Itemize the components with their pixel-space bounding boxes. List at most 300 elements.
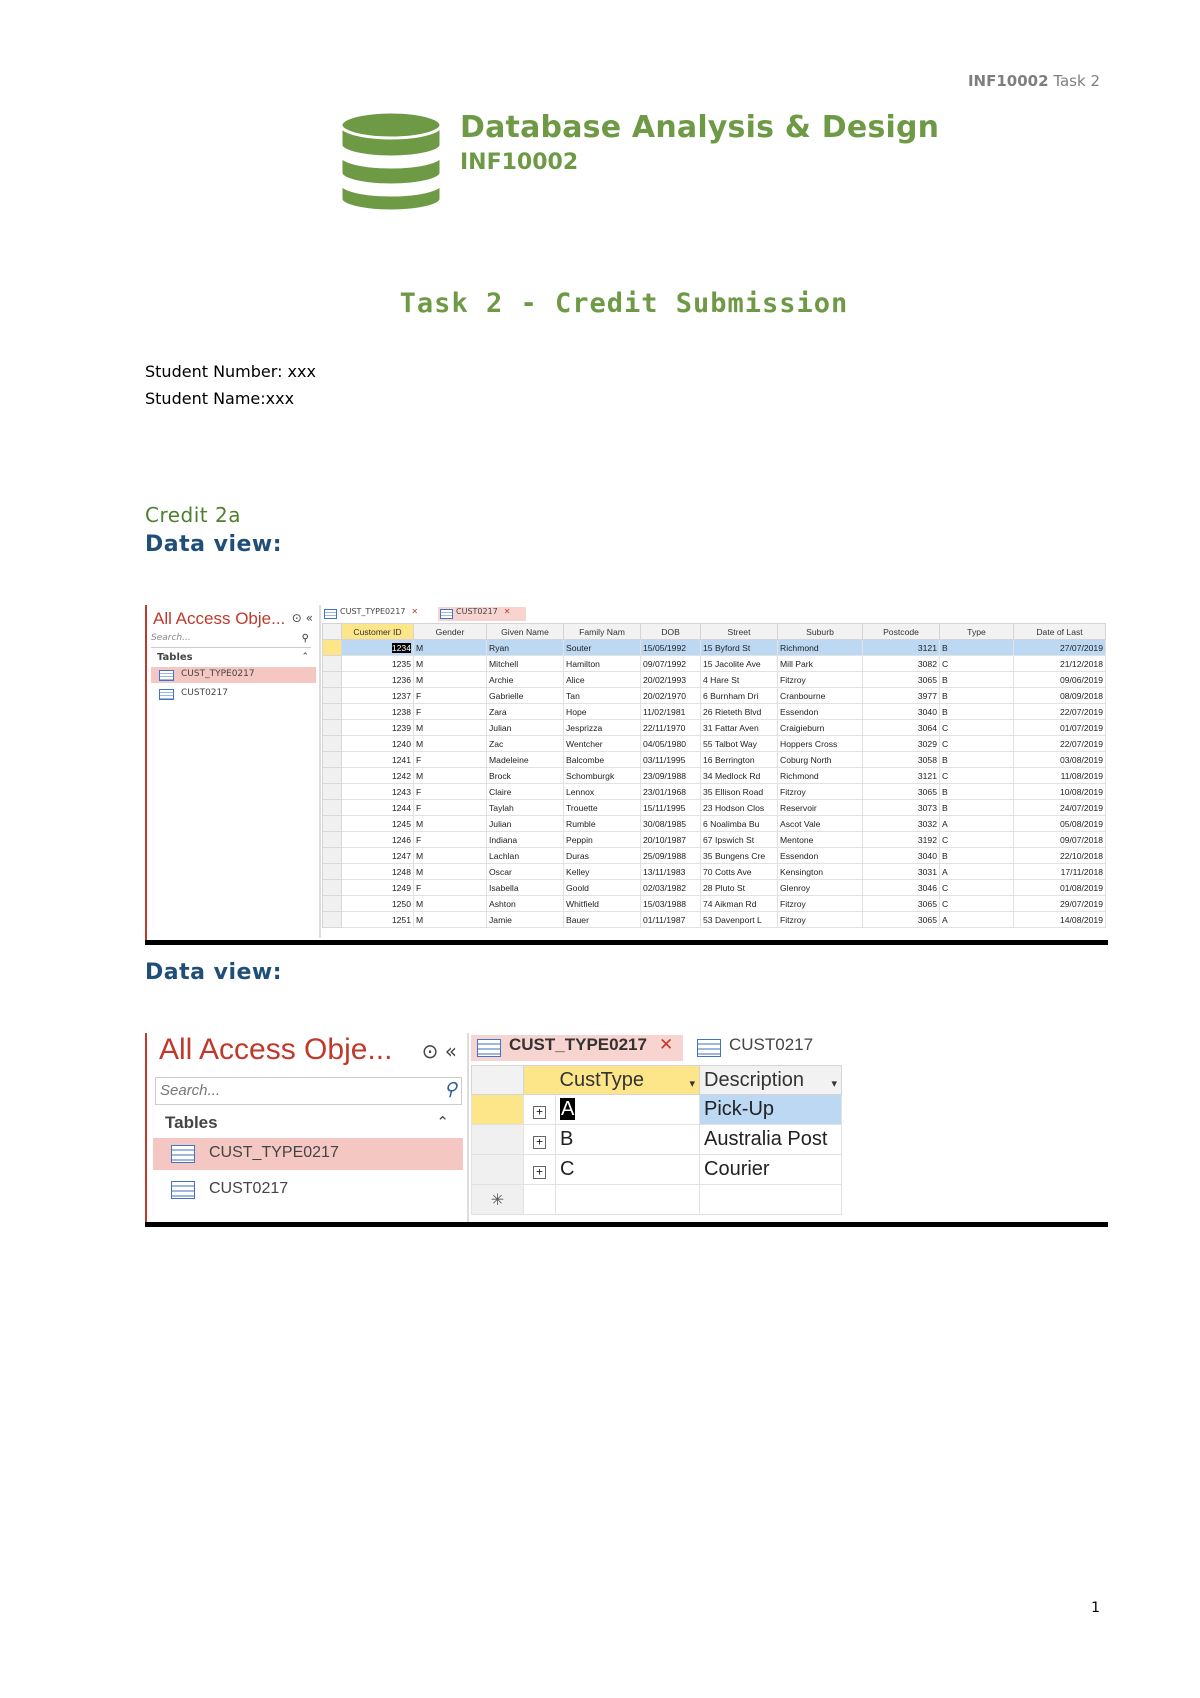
tab-cust0217[interactable] xyxy=(438,607,526,621)
table-cell[interactable]: 05/08/2019 xyxy=(1014,816,1106,832)
database-logo-icon xyxy=(335,105,447,213)
table-cell[interactable]: 3065 xyxy=(863,672,940,688)
row-selector[interactable] xyxy=(323,832,342,848)
table-cell[interactable]: 22/10/2018 xyxy=(1014,848,1106,864)
table-cell[interactable]: 01/08/2019 xyxy=(1014,880,1106,896)
table-row[interactable] xyxy=(323,800,1106,816)
table-cell[interactable]: Coburg North xyxy=(778,752,863,768)
table-cell[interactable]: Isabella xyxy=(487,880,564,896)
table-cell[interactable]: B xyxy=(556,1125,700,1155)
table-cell[interactable]: Rumble xyxy=(564,816,641,832)
table-cell[interactable]: Australia Post xyxy=(700,1125,842,1155)
collapse-icon[interactable]: ⌃ xyxy=(301,652,309,662)
table-cell[interactable]: 53 Davenport L xyxy=(701,912,778,928)
table-row[interactable] xyxy=(323,768,1106,784)
table-cell[interactable]: Claire xyxy=(487,784,564,800)
nav-pane-menu-icon[interactable]: ⊙ « xyxy=(291,611,313,625)
table-cell[interactable]: 3046 xyxy=(863,880,940,896)
row-selector[interactable] xyxy=(323,848,342,864)
table-cell[interactable]: 1236 xyxy=(342,672,414,688)
table-cell[interactable]: Balcombe xyxy=(564,752,641,768)
table-row[interactable] xyxy=(323,896,1106,912)
table-cell[interactable]: 1244 xyxy=(342,800,414,816)
table-cell[interactable]: 3040 xyxy=(863,704,940,720)
table-cell[interactable]: Fitzroy xyxy=(778,784,863,800)
table-cell[interactable]: 3065 xyxy=(863,912,940,928)
table-cell[interactable] xyxy=(556,1185,700,1215)
row-selector[interactable] xyxy=(323,896,342,912)
tables-group-label: Tables xyxy=(165,1113,218,1132)
table-cell[interactable]: 25/09/1988 xyxy=(641,848,701,864)
table-cell[interactable]: Brock xyxy=(487,768,564,784)
table-cell[interactable]: 11/02/1981 xyxy=(641,704,701,720)
table-cell[interactable]: B xyxy=(940,640,1014,656)
table-cell[interactable]: 3082 xyxy=(863,656,940,672)
row-selector-header[interactable] xyxy=(472,1066,524,1095)
column-header[interactable]: Street xyxy=(701,624,778,640)
close-icon[interactable]: ✕ xyxy=(411,607,419,616)
table-cell[interactable]: M xyxy=(414,672,487,688)
table-cell[interactable]: 3032 xyxy=(863,816,940,832)
student-name: Student Name:xxx xyxy=(145,389,295,408)
table-cell[interactable]: Reservoir xyxy=(778,800,863,816)
tab-cust-type0217[interactable] xyxy=(322,607,442,621)
row-selector[interactable] xyxy=(472,1095,524,1125)
table-cell[interactable]: 35 Bungens Cre xyxy=(701,848,778,864)
search-input[interactable] xyxy=(151,633,311,648)
table-cell[interactable]: 3031 xyxy=(863,864,940,880)
table-cell[interactable] xyxy=(700,1185,842,1215)
table-icon xyxy=(171,1181,195,1199)
table-row[interactable] xyxy=(323,864,1106,880)
table-cell[interactable]: 35 Ellison Road xyxy=(701,784,778,800)
table-cell[interactable]: Cranbourne xyxy=(778,688,863,704)
table-cell[interactable]: Richmond xyxy=(778,768,863,784)
table-cell[interactable]: Pick-Up xyxy=(700,1095,842,1125)
table-cell[interactable]: 01/07/2019 xyxy=(1014,720,1106,736)
table-cell[interactable]: 1235 xyxy=(342,656,414,672)
table-cell[interactable]: 55 Talbot Way xyxy=(701,736,778,752)
column-header-description[interactable] xyxy=(700,1066,842,1095)
table-cell[interactable]: 09/07/2018 xyxy=(1014,832,1106,848)
table-cell[interactable]: M xyxy=(414,656,487,672)
table-cell[interactable]: M xyxy=(414,896,487,912)
table-cell[interactable]: Taylah xyxy=(487,800,564,816)
column-header[interactable]: Given Name xyxy=(487,624,564,640)
table-cell[interactable]: Indiana xyxy=(487,832,564,848)
table-cell[interactable]: C xyxy=(940,736,1014,752)
table-cell[interactable]: 3065 xyxy=(863,896,940,912)
tab-label: CUST_TYPE0217 xyxy=(340,607,406,616)
table-cell[interactable]: 14/08/2019 xyxy=(1014,912,1106,928)
table-cell[interactable]: Craigieburn xyxy=(778,720,863,736)
nav-pane-menu-icon[interactable]: ⊙ « xyxy=(421,1039,457,1063)
table-cell[interactable]: Ashton xyxy=(487,896,564,912)
row-selector[interactable] xyxy=(323,816,342,832)
search-icon[interactable]: ⚲ xyxy=(443,1079,457,1099)
row-selector[interactable] xyxy=(323,768,342,784)
table-cell[interactable]: Trouette xyxy=(564,800,641,816)
table-cell[interactable]: 15 Byford St xyxy=(701,640,778,656)
table-cell[interactable]: M xyxy=(414,768,487,784)
row-selector[interactable] xyxy=(323,736,342,752)
table-row[interactable] xyxy=(323,816,1106,832)
nav-item-label: CUST0217 xyxy=(209,1180,289,1197)
table-row[interactable] xyxy=(323,832,1106,848)
table-cell[interactable]: 1250 xyxy=(342,896,414,912)
table-cell[interactable]: A xyxy=(940,912,1014,928)
table-cell[interactable]: 3029 xyxy=(863,736,940,752)
table-cell[interactable]: Julian xyxy=(487,720,564,736)
table-cell[interactable]: F xyxy=(414,752,487,768)
row-selector[interactable] xyxy=(323,880,342,896)
student-number: Student Number: xxx xyxy=(145,362,316,381)
table-cell[interactable]: B xyxy=(940,688,1014,704)
table-cell[interactable]: F xyxy=(414,784,487,800)
table-row[interactable] xyxy=(323,784,1106,800)
table-cell[interactable]: 1248 xyxy=(342,864,414,880)
table-cell[interactable]: M xyxy=(414,816,487,832)
table-cell[interactable]: Courier xyxy=(700,1155,842,1185)
table-row[interactable] xyxy=(323,912,1106,928)
table-cell[interactable]: Hamilton xyxy=(564,656,641,672)
table-cell[interactable]: M xyxy=(414,640,487,656)
table-cell[interactable]: C xyxy=(940,832,1014,848)
tab-cust0217[interactable] xyxy=(691,1035,849,1061)
table-cell[interactable]: 15/11/1995 xyxy=(641,800,701,816)
table-cell[interactable]: B xyxy=(940,848,1014,864)
table-cell[interactable]: Kensington xyxy=(778,864,863,880)
table-cell[interactable]: 02/03/1982 xyxy=(641,880,701,896)
table-row[interactable] xyxy=(323,736,1106,752)
table-cell[interactable]: Mentone xyxy=(778,832,863,848)
table-cell[interactable]: 22/07/2019 xyxy=(1014,736,1106,752)
table-cell[interactable]: Souter xyxy=(564,640,641,656)
table-cell[interactable]: F xyxy=(414,800,487,816)
column-header-custtype[interactable] xyxy=(556,1066,700,1095)
row-selector[interactable] xyxy=(323,784,342,800)
nav-item-cust0217[interactable] xyxy=(151,686,316,702)
table-cell[interactable] xyxy=(556,1095,700,1125)
table-cell[interactable]: 1237 xyxy=(342,688,414,704)
document-tabs xyxy=(322,605,1107,623)
table-cell[interactable]: Lachlan xyxy=(487,848,564,864)
data-view-heading-2: Data view: xyxy=(145,960,283,985)
table-cell[interactable]: 3058 xyxy=(863,752,940,768)
table-icon xyxy=(171,1145,195,1163)
table-cell[interactable]: F xyxy=(414,688,487,704)
nav-item-cust-type0217[interactable] xyxy=(151,667,316,683)
table-cell[interactable]: C xyxy=(940,896,1014,912)
row-selector[interactable] xyxy=(323,752,342,768)
table-cell[interactable]: F xyxy=(414,880,487,896)
table-row[interactable] xyxy=(472,1155,842,1185)
column-label: CustType xyxy=(559,1068,644,1091)
table-cell[interactable]: 23 Hodson Clos xyxy=(701,800,778,816)
table-cell[interactable]: B xyxy=(940,752,1014,768)
table-cell[interactable]: 15/03/1988 xyxy=(641,896,701,912)
table-cell[interactable]: Hoppers Cross xyxy=(778,736,863,752)
table-row[interactable] xyxy=(323,656,1106,672)
search-placeholder: Search... xyxy=(151,633,191,643)
credit-heading: Credit 2a xyxy=(145,503,241,527)
table-cell[interactable]: Richmond xyxy=(778,640,863,656)
table-row[interactable] xyxy=(323,640,1106,656)
table-cell[interactable]: A xyxy=(940,816,1014,832)
table-cell[interactable]: 67 Ipswich St xyxy=(701,832,778,848)
column-header[interactable]: Date of Last xyxy=(1014,624,1106,640)
table-cell[interactable]: Madeleine xyxy=(487,752,564,768)
row-selector[interactable] xyxy=(323,672,342,688)
table-cell[interactable]: 26 Rieteth Blvd xyxy=(701,704,778,720)
table-cell[interactable] xyxy=(342,640,414,656)
table-cell[interactable]: Goold xyxy=(564,880,641,896)
table-cell[interactable]: 29/07/2019 xyxy=(1014,896,1106,912)
column-header[interactable]: Customer ID xyxy=(342,624,414,640)
table-cell[interactable]: 13/11/1983 xyxy=(641,864,701,880)
cell-value: 1234 xyxy=(391,642,411,653)
expand-plus-icon[interactable]: + xyxy=(533,1136,546,1149)
table-cell[interactable]: 70 Cotts Ave xyxy=(701,864,778,880)
tab-label: CUST0217 xyxy=(456,607,498,616)
expand-plus-icon[interactable]: + xyxy=(533,1166,546,1179)
table-cell[interactable]: Fitzroy xyxy=(778,912,863,928)
table-cell[interactable]: C xyxy=(556,1155,700,1185)
table-cell[interactable]: 20/10/1987 xyxy=(641,832,701,848)
table-cell[interactable]: 10/08/2019 xyxy=(1014,784,1106,800)
table-cell[interactable]: 11/08/2019 xyxy=(1014,768,1106,784)
nav-item-cust-type0217[interactable] xyxy=(153,1138,463,1170)
table-cell[interactable]: 1246 xyxy=(342,832,414,848)
tab-cust-type0217[interactable] xyxy=(471,1035,683,1061)
table-cell[interactable]: 1242 xyxy=(342,768,414,784)
column-header[interactable]: DOB xyxy=(641,624,701,640)
table-cell[interactable]: M xyxy=(414,848,487,864)
table-cell[interactable]: 22/11/1970 xyxy=(641,720,701,736)
table-cell[interactable]: 09/07/1992 xyxy=(641,656,701,672)
table-cell[interactable]: 31 Fattar Aven xyxy=(701,720,778,736)
table-cell[interactable]: 03/11/1995 xyxy=(641,752,701,768)
divider xyxy=(145,940,1108,945)
table-cell[interactable]: 20/02/1993 xyxy=(641,672,701,688)
close-icon[interactable]: ✕ xyxy=(658,1035,674,1054)
table-cell[interactable]: Essendon xyxy=(778,848,863,864)
table-cell[interactable]: Lennox xyxy=(564,784,641,800)
table-cell[interactable]: C xyxy=(940,656,1014,672)
table-cell[interactable]: 3192 xyxy=(863,832,940,848)
table-cell[interactable]: 21/12/2018 xyxy=(1014,656,1106,672)
table-cell[interactable]: Glenroy xyxy=(778,880,863,896)
table-cell[interactable]: C xyxy=(940,768,1014,784)
table-row[interactable] xyxy=(323,848,1106,864)
column-header[interactable]: Postcode xyxy=(863,624,940,640)
table-cell[interactable]: 30/08/1985 xyxy=(641,816,701,832)
table-cell[interactable]: 74 Aikman Rd xyxy=(701,896,778,912)
table-cell[interactable]: M xyxy=(414,864,487,880)
table-cell[interactable]: B xyxy=(940,672,1014,688)
table-cell[interactable]: Duras xyxy=(564,848,641,864)
table-cell[interactable]: 03/08/2019 xyxy=(1014,752,1106,768)
table-cell[interactable]: 34 Medlock Rd xyxy=(701,768,778,784)
tab-label: CUST_TYPE0217 xyxy=(509,1035,647,1054)
table-cell[interactable]: Wentcher xyxy=(564,736,641,752)
table-cell[interactable]: M xyxy=(414,912,487,928)
table-cell[interactable]: Zara xyxy=(487,704,564,720)
table-cell[interactable]: F xyxy=(414,832,487,848)
collapse-icon[interactable]: ⌃ xyxy=(436,1113,449,1131)
row-selector[interactable] xyxy=(323,864,342,880)
table-cell[interactable]: Mill Park xyxy=(778,656,863,672)
table-cell[interactable]: C xyxy=(940,880,1014,896)
row-selector[interactable] xyxy=(323,688,342,704)
new-record-row[interactable] xyxy=(472,1185,842,1215)
table-cell[interactable]: Zac xyxy=(487,736,564,752)
row-selector-header[interactable] xyxy=(323,624,342,640)
expand-plus-icon[interactable]: + xyxy=(533,1106,546,1119)
table-cell[interactable]: B xyxy=(940,784,1014,800)
table-cell[interactable]: 3121 xyxy=(863,768,940,784)
expand-cell[interactable] xyxy=(524,1095,556,1125)
table-cell[interactable]: 1243 xyxy=(342,784,414,800)
table-cell[interactable]: 1247 xyxy=(342,848,414,864)
table-cell[interactable]: Archie xyxy=(487,672,564,688)
table-cell[interactable]: 3064 xyxy=(863,720,940,736)
row-selector[interactable] xyxy=(323,704,342,720)
table-cell[interactable]: 09/06/2019 xyxy=(1014,672,1106,688)
table-cell[interactable]: Oscar xyxy=(487,864,564,880)
table-icon xyxy=(324,609,337,619)
table-cell[interactable]: 4 Hare St xyxy=(701,672,778,688)
search-icon[interactable]: ⚲ xyxy=(301,633,309,644)
table-cell[interactable]: 15/05/1992 xyxy=(641,640,701,656)
table-cell[interactable]: Julian xyxy=(487,816,564,832)
table-cell[interactable]: Schomburgk xyxy=(564,768,641,784)
table-cell[interactable]: Ryan xyxy=(487,640,564,656)
column-header[interactable]: Gender xyxy=(414,624,487,640)
table-cell[interactable]: Whitfield xyxy=(564,896,641,912)
table-cell[interactable]: 1249 xyxy=(342,880,414,896)
table-cell[interactable]: Fitzroy xyxy=(778,896,863,912)
table-cell[interactable]: 01/11/1987 xyxy=(641,912,701,928)
dropdown-arrow-icon[interactable]: ▾ xyxy=(689,1077,695,1090)
table-cell[interactable]: 16 Berrington xyxy=(701,752,778,768)
table-cell[interactable]: 1239 xyxy=(342,720,414,736)
table-row[interactable] xyxy=(323,704,1106,720)
table-cell[interactable]: Essendon xyxy=(778,704,863,720)
table-cell[interactable]: Mitchell xyxy=(487,656,564,672)
table-cell[interactable]: 3073 xyxy=(863,800,940,816)
table-cell[interactable]: Kelley xyxy=(564,864,641,880)
table-row[interactable] xyxy=(323,688,1106,704)
row-selector[interactable] xyxy=(323,656,342,672)
table-cell[interactable]: Bauer xyxy=(564,912,641,928)
table-cell[interactable]: F xyxy=(414,704,487,720)
table-cell[interactable]: M xyxy=(414,736,487,752)
table-cell[interactable]: 04/05/1980 xyxy=(641,736,701,752)
table-cell[interactable]: Jamie xyxy=(487,912,564,928)
table-cell[interactable]: 17/11/2018 xyxy=(1014,864,1106,880)
table-cell[interactable]: Tan xyxy=(564,688,641,704)
table-row[interactable] xyxy=(472,1125,842,1155)
column-header[interactable]: Type xyxy=(940,624,1014,640)
row-selector[interactable] xyxy=(323,640,342,656)
column-header[interactable]: Suburb xyxy=(778,624,863,640)
nav-item-label: CUST_TYPE0217 xyxy=(209,1144,339,1161)
datasheet-customers xyxy=(322,605,1107,938)
table-cell[interactable]: 23/01/1968 xyxy=(641,784,701,800)
table-cell[interactable]: M xyxy=(414,720,487,736)
expand-cell[interactable] xyxy=(524,1155,556,1185)
table-cell[interactable]: 1251 xyxy=(342,912,414,928)
table-row[interactable] xyxy=(323,752,1106,768)
table-cell[interactable]: 24/07/2019 xyxy=(1014,800,1106,816)
table-cell[interactable]: 28 Pluto St xyxy=(701,880,778,896)
table-cell[interactable]: Peppin xyxy=(564,832,641,848)
table-cell[interactable]: 1245 xyxy=(342,816,414,832)
dropdown-arrow-icon[interactable]: ▾ xyxy=(831,1077,837,1090)
column-header[interactable]: Family Nam xyxy=(564,624,641,640)
table-cell[interactable]: 23/09/1988 xyxy=(641,768,701,784)
table-cell[interactable]: 1241 xyxy=(342,752,414,768)
table-cell[interactable]: 22/07/2019 xyxy=(1014,704,1106,720)
table-cell[interactable]: A xyxy=(940,864,1014,880)
divider xyxy=(145,1222,1108,1227)
close-icon[interactable]: ✕ xyxy=(503,607,511,616)
nav-item-label: CUST_TYPE0217 xyxy=(181,669,255,679)
expand-cell[interactable] xyxy=(524,1125,556,1155)
table-cell[interactable]: Gabrielle xyxy=(487,688,564,704)
table-cell[interactable]: Alice xyxy=(564,672,641,688)
nav-item-cust0217[interactable] xyxy=(153,1174,463,1206)
table-cell[interactable]: C xyxy=(940,720,1014,736)
table-cell[interactable]: 6 Noalimba Bu xyxy=(701,816,778,832)
row-selector[interactable] xyxy=(323,720,342,736)
expand-cell xyxy=(524,1185,556,1215)
table-cell[interactable]: 15 Jacolite Ave xyxy=(701,656,778,672)
table-cell[interactable]: B xyxy=(940,800,1014,816)
nav-pane-title: All Access Obje... xyxy=(159,1033,393,1066)
table-cell[interactable]: Hope xyxy=(564,704,641,720)
cell-value: A xyxy=(561,1098,575,1120)
table-icon xyxy=(159,689,174,700)
navigation-pane xyxy=(147,605,321,938)
table-row[interactable] xyxy=(323,880,1106,896)
table-cell[interactable]: 1238 xyxy=(342,704,414,720)
row-selector[interactable] xyxy=(323,800,342,816)
table-cell[interactable]: 27/07/2019 xyxy=(1014,640,1106,656)
table-cell[interactable]: 3065 xyxy=(863,784,940,800)
row-selector[interactable] xyxy=(472,1125,524,1155)
table-cell[interactable]: Fitzroy xyxy=(778,672,863,688)
search-input[interactable] xyxy=(155,1077,462,1105)
table-cell[interactable]: 3121 xyxy=(863,640,940,656)
row-selector[interactable] xyxy=(323,912,342,928)
new-record-icon[interactable]: ✳ xyxy=(472,1185,524,1215)
table-cell[interactable]: B xyxy=(940,704,1014,720)
table-cell[interactable]: 1240 xyxy=(342,736,414,752)
table-row[interactable] xyxy=(472,1095,842,1125)
table-cell[interactable]: 08/09/2018 xyxy=(1014,688,1106,704)
table-cell[interactable]: Jesprizza xyxy=(564,720,641,736)
table-cell[interactable]: 3977 xyxy=(863,688,940,704)
table-cell[interactable]: Ascot Vale xyxy=(778,816,863,832)
table-cell[interactable]: 6 Burnham Dri xyxy=(701,688,778,704)
table-cell[interactable]: 3040 xyxy=(863,848,940,864)
table-row[interactable] xyxy=(323,720,1106,736)
row-selector[interactable] xyxy=(472,1155,524,1185)
table-cell[interactable]: 20/02/1970 xyxy=(641,688,701,704)
table-row[interactable] xyxy=(323,672,1106,688)
